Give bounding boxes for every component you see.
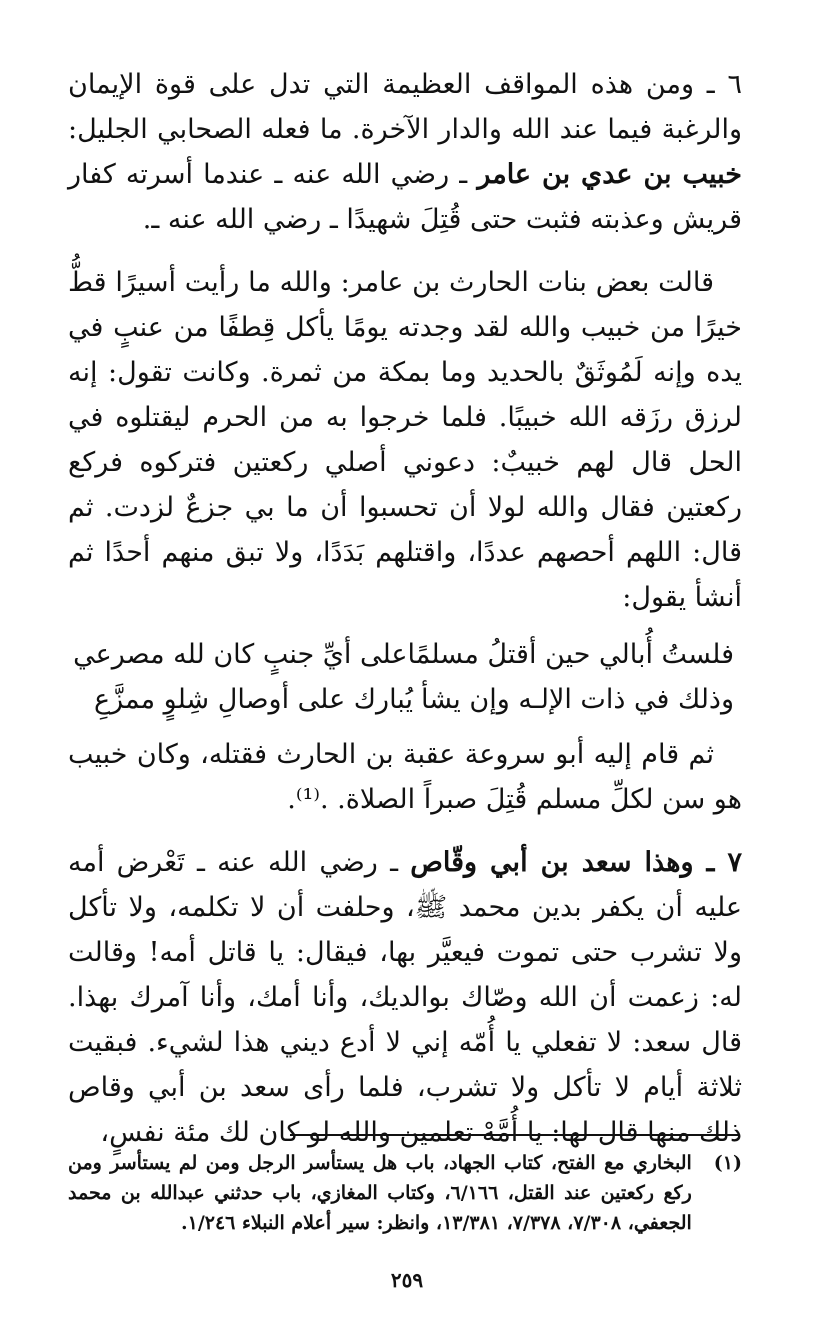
paragraph-7-intro: ٧ ـ وهذا سعد بن أبي وقّاص <box>410 847 742 878</box>
paragraph-6-rest: ـ رضي الله عنه ـ عندما أسرته كفار قريش وعذبته فثبت حتى قُتِلَ شهيدًا ـ رضي الله عنه ـ. <box>68 159 742 235</box>
footnote <box>68 1148 742 1238</box>
paragraph-after-poem: ثم قام إليه أبو سروعة عقبة بن الحارث فقتله، وكان خبيب هو سن لكلِّ مسلم قُتِلَ صبراً الصلاة. .⁽¹⁾. <box>68 739 742 815</box>
paragraph-6 <box>68 62 742 242</box>
footnote-separator <box>290 1134 740 1136</box>
poem-verse-1 <box>68 632 742 677</box>
poem-verse-1-second: على أيِّ جنبٍ كان لله مصرعي <box>73 639 408 670</box>
poem <box>68 632 742 722</box>
paragraph-6-intro: ٦ ـ ومن هذه المواقف العظيمة التي تدل على قوة الإيمان والرغبة فيما عند الله والدار الآخرة. ما فعله الصحابي الجليل: <box>68 69 742 145</box>
poem-verse-1-first: فلستُ أُبالي حين أقتلُ مسلمًا <box>407 639 734 670</box>
main-text <box>68 62 742 1155</box>
paragraph-7 <box>68 840 742 1155</box>
paragraph-story: قالت بعض بنات الحارث بن عامر: والله ما رأيت أسيرًا قطُّ خيرًا من خبيب والله لقد وجدته يومًا يأكل قِطفًا من عنبٍ في يده وإنه لَمُوثَقٌ بالحديد وما بمكة من ثمرة. وكانت تقول: إنه لرزق رزَقه الله خبيبًا. فلما خرجوا به من الحرم ليقتلوه في الحل قال لهم خبيبٌ: دعوني أصلي ركعتين فتركوه فركع ركعتين فقال والله لولا أن تحسبوا أن ما بي جزعٌ لزدت. ثم قال: اللهم أحصهم عددًا، واقتلهم بَدَدًا، ولا تبق منهم أحدًا ثم أنشأ يقول: <box>68 267 742 613</box>
paragraph-7-rest: ـ رضي الله عنه ـ تَعْرض أمه عليه أن يكفر بدين محمد ﷺ، وحلفت أن لا تكلمه، ولا تأكل ولا تشرب حتى تموت فيعيَّر بها، فيقال: يا قاتل أمه! وقالت له: زعمت أن الله وصّاك بوالديك، وأنا أمك، وأنا آمرك بهذا. قال سعد: لا تفعلي يا أُمّه إني لا أدع ديني هذا لشيء. فبقيت ثلاثة أيام لا تأكل ولا تشرب، فلما رأى سعد بن أبي وقاص ذلك منها قال لها: يا أُمَّهْ تعلمين والله لو كان لك مئة نفسٍ، <box>68 847 742 1148</box>
footnote-text: البخاري مع الفتح، كتاب الجهاد، باب هل يستأسر الرجل ومن لم يستأسر ومن ركع ركعتين عند القتل، ٦/١٦٦، وكتاب المغازي، باب حدثني عبدالله بن محمد الجعفي، ٧/٣٠٨، ٧/٣٧٨، ١٣/٣٨١، وانظر: سير أعلام النبلاء ١/٢٤٦. <box>68 1152 692 1234</box>
footnote-number: (١) <box>713 1152 742 1174</box>
poem-verse-2 <box>68 677 742 722</box>
poem-verse-2-second: يُبارك على أوصالِ شِلوٍ ممزَّعِ <box>94 684 413 715</box>
page-number: ٢٥٩ <box>390 1268 424 1292</box>
paragraph-6-name: خبيب بن عدي بن عامر <box>477 159 742 190</box>
poem-verse-2-first: وذلك في ذات الإلـه وإن يشأ <box>420 684 734 715</box>
